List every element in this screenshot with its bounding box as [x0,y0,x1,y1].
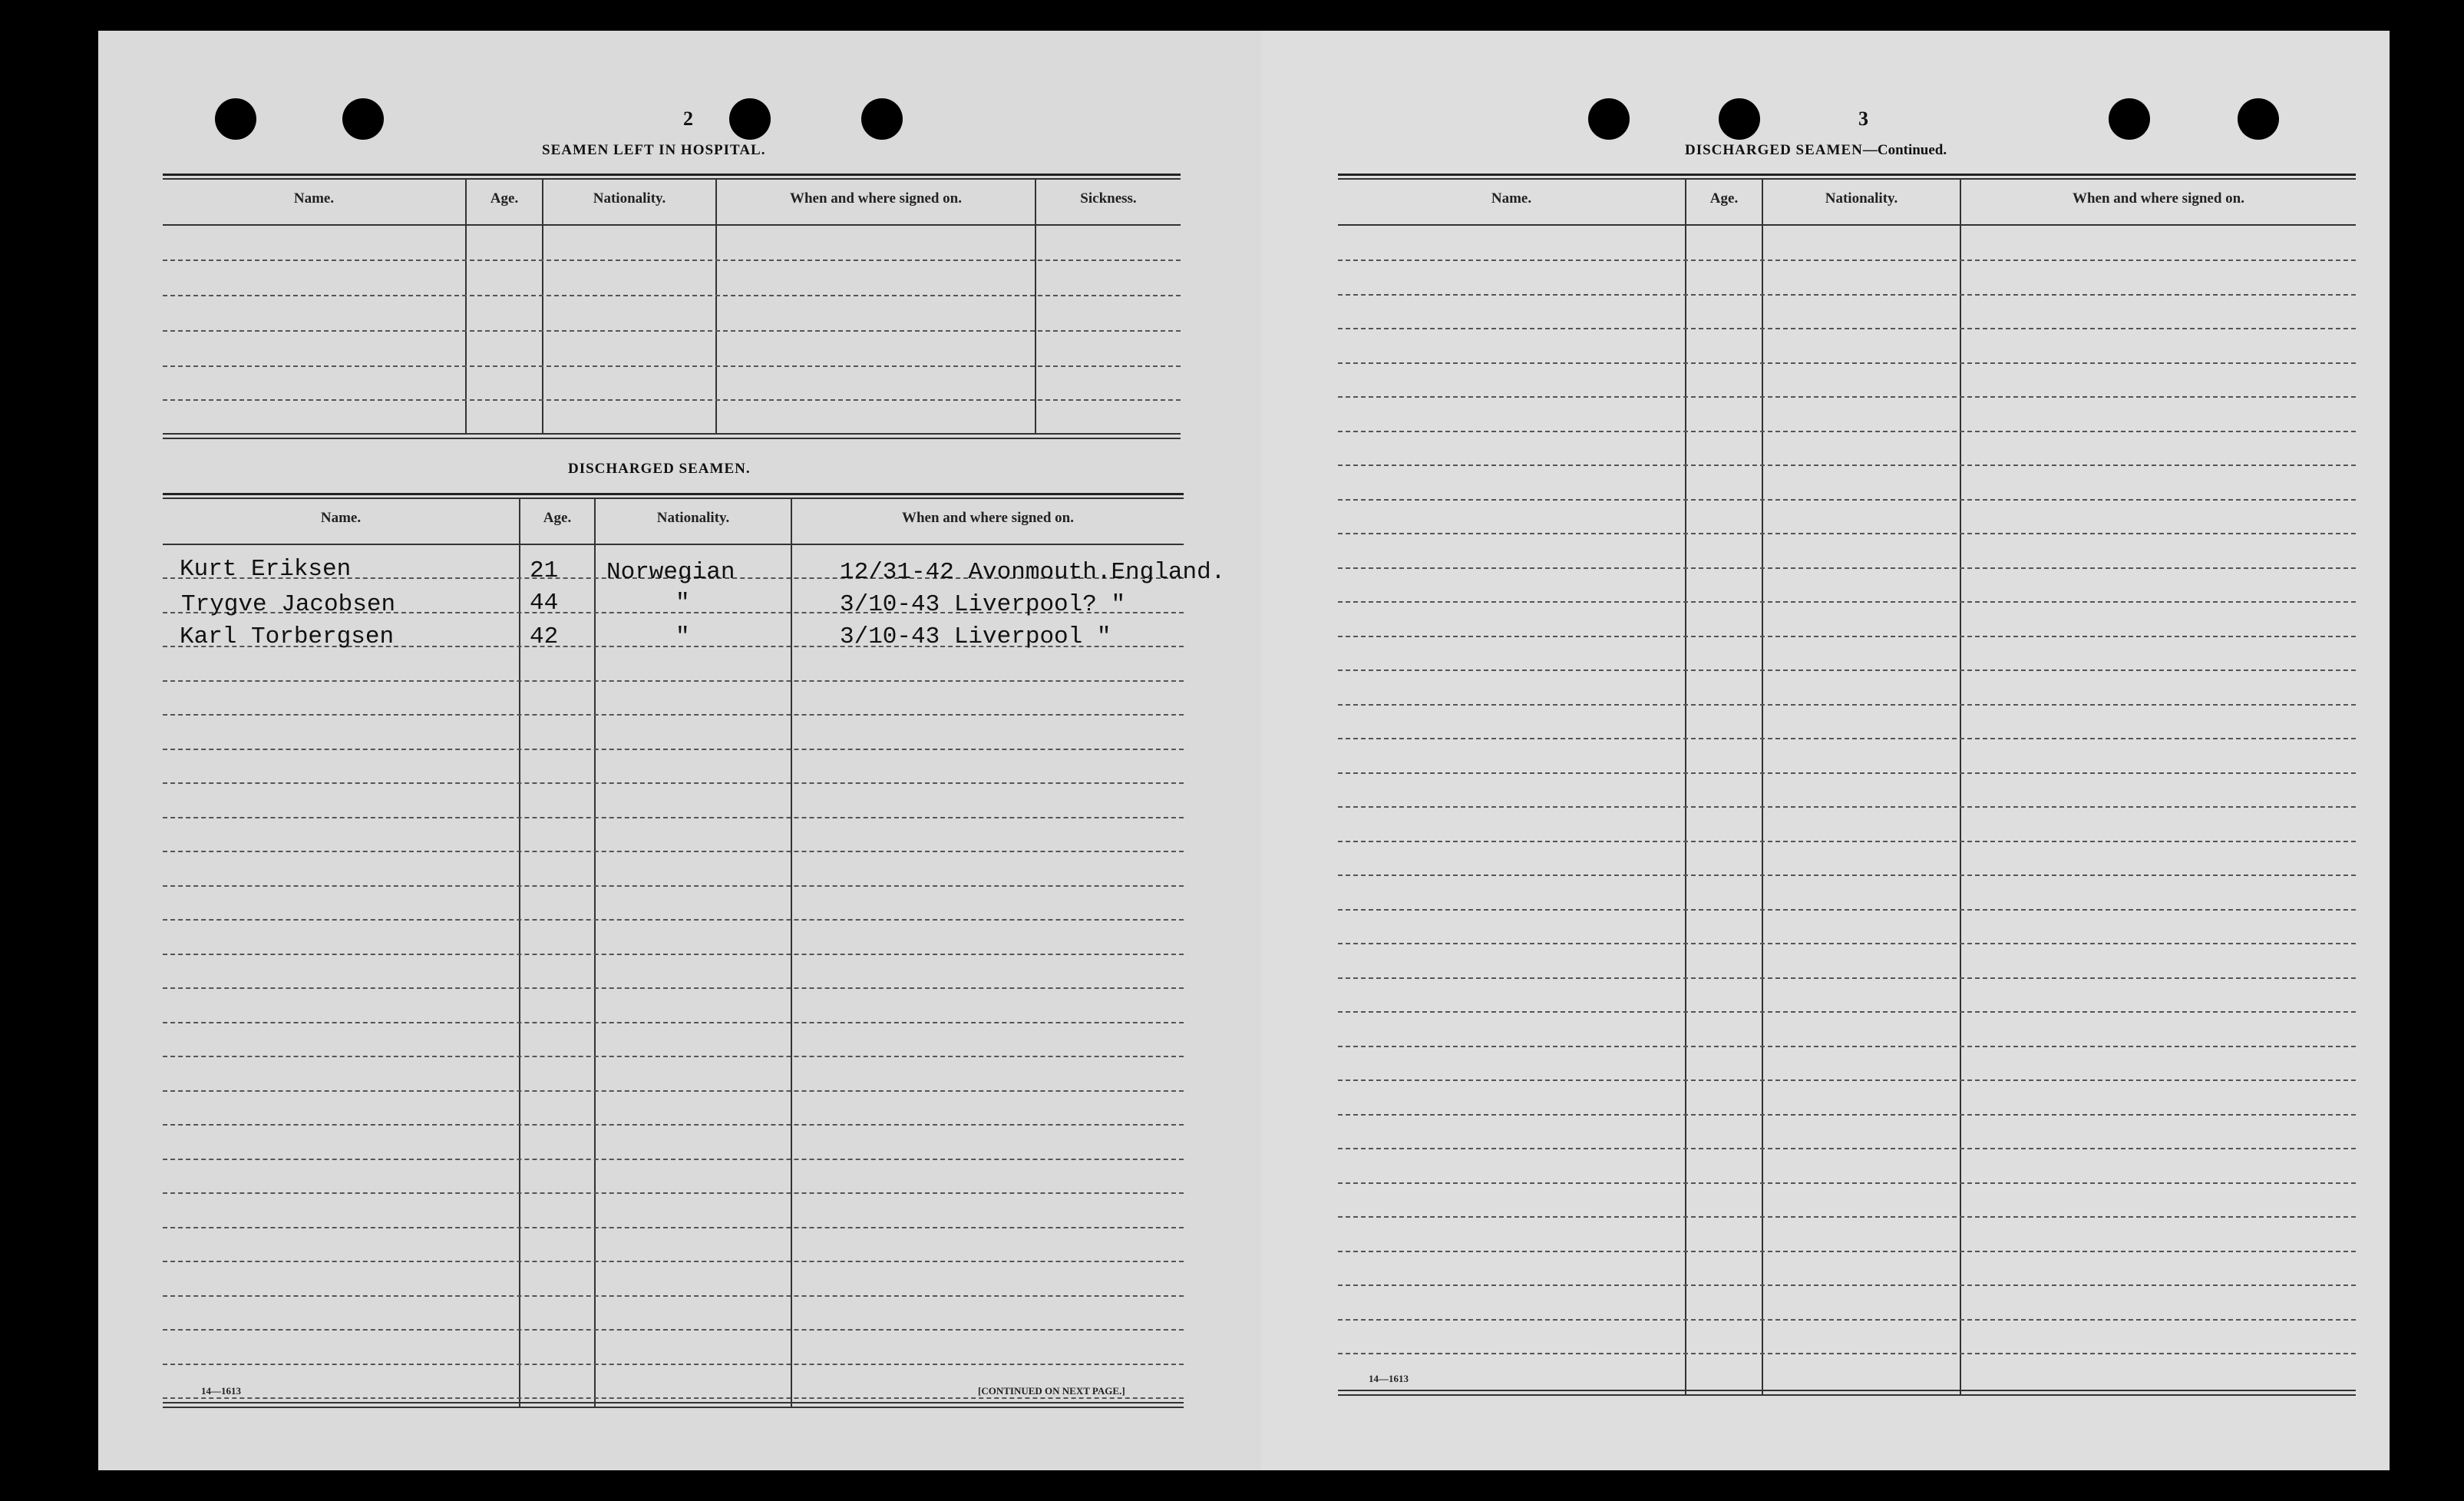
table-row [1338,704,2356,706]
table-row [163,1022,1184,1023]
table-row [1338,1079,2356,1081]
header-rule [1338,224,2356,226]
table-row [1338,294,2356,296]
table-row [163,954,1184,955]
title-main: DISCHARGED SEAMEN [1685,142,1863,158]
discharged-continued-table [1338,174,2356,1399]
table-row [1338,1148,2356,1149]
discharged-continued-title [1685,142,1947,159]
table-row [1338,909,2356,911]
seaman-nationality: " [675,623,690,650]
table-row [1338,431,2356,432]
form-code: 14—1613 [1369,1373,1409,1384]
table-top-rule [163,174,1181,176]
table-top-rule [163,493,1184,495]
table-row [163,680,1184,682]
table-row [1338,1011,2356,1013]
column-divider [715,180,717,433]
left-page [98,31,1261,1470]
hospital-section-title: SEAMEN LEFT IN HOSPITAL. [542,142,766,158]
column-divider [465,180,467,433]
seaman-name: Karl Torbergsen [180,623,395,650]
col-header-age: Age. [1709,190,1739,207]
table-row [1338,1284,2356,1286]
table-row [1338,1114,2356,1116]
table-top-rule [163,498,1184,499]
table-row [1338,465,2356,466]
seaman-name: Trygve Jacobsen [181,591,396,618]
table-row [163,987,1184,989]
table-row [1338,328,2356,329]
table-row [163,295,1181,296]
seaman-nationality: " [675,590,690,617]
table-row [163,1329,1184,1331]
table-row [1338,567,2356,569]
punch-hole [1588,98,1630,140]
right-page [1261,31,2390,1470]
seaman-nationality: Norwegian [606,559,735,586]
punch-hole [2238,98,2279,140]
seaman-signed-on: 3/10-43 Liverpool? " [840,591,1126,618]
table-row [1338,1353,2356,1354]
table-row [163,1090,1184,1092]
col-header-name: Name. [293,190,335,207]
table-row [163,749,1184,750]
table-top-rule [1338,174,2356,176]
table-row [163,1227,1184,1228]
discharged-section-title: DISCHARGED SEAMEN. [568,461,751,477]
discharged-table [163,493,1226,1411]
col-header-name: Name. [1491,190,1532,207]
table-row [1338,1046,2356,1047]
col-header-sickness: Sickness. [1080,190,1137,207]
seaman-age: 42 [530,623,559,650]
table-row [1338,772,2356,774]
table-row [1338,260,2356,261]
table-top-rule [163,178,1181,180]
table-row [163,365,1181,367]
table-row [1338,601,2356,603]
seaman-age: 44 [530,590,559,617]
punch-hole [729,98,771,140]
table-row [1338,499,2356,501]
table-row [163,330,1181,332]
table-row [163,260,1181,261]
table-row [163,1261,1184,1262]
seaman-name: Kurt Eriksen [180,556,352,583]
table-row [1338,806,2356,808]
col-header-signed-on: When and where signed on. [901,510,1074,526]
table-row [1338,636,2356,637]
table-row [1338,841,2356,842]
column-divider [542,180,543,433]
table-row [1338,362,2356,364]
col-header-signed-on: When and where signed on. [789,190,962,207]
table-row [163,782,1184,784]
table-row [1338,1182,2356,1184]
continued-note: [CONTINUED ON NEXT PAGE.] [978,1385,1125,1397]
form-code: 14—1613 [201,1385,241,1397]
header-rule [163,544,1184,545]
table-row [1338,1319,2356,1321]
table-top-rule [1338,178,2356,180]
punch-hole [2109,98,2150,140]
table-row [163,1192,1184,1194]
table-row [163,885,1184,887]
table-row [1338,1216,2356,1218]
col-header-signed-on: When and where signed on. [2072,190,2244,207]
punch-hole [215,98,256,140]
col-header-age: Age. [490,190,519,207]
seaman-signed-on: 3/10-43 Liverpool " [840,623,1111,650]
table-row [1338,738,2356,739]
seaman-age: 21 [530,557,559,584]
col-header-nationality: Nationality. [593,190,666,207]
col-header-name: Name. [320,510,362,526]
table-row [163,1397,1184,1399]
punch-hole [861,98,903,140]
table-row [163,851,1184,852]
table-row [163,1056,1184,1057]
table-row [163,399,1181,401]
table-row [1338,669,2356,671]
table-row [163,714,1184,716]
table-row [1338,396,2356,398]
table-bottom-rule [1338,1390,2356,1391]
table-bottom-rule [163,1402,1184,1403]
table-row [163,1295,1184,1297]
table-row [1338,533,2356,534]
col-header-age: Age. [543,510,572,526]
page-number: 2 [683,107,693,130]
table-row [163,1124,1184,1126]
table-row [163,817,1184,818]
header-rule [163,224,1181,226]
table-bottom-rule [163,438,1181,439]
table-bottom-rule [1338,1394,2356,1396]
column-divider [1035,180,1036,433]
table-row [1338,1251,2356,1252]
punch-hole [1719,98,1760,140]
title-suffix: —Continued. [1862,142,1947,158]
page-number: 3 [1858,107,1868,130]
hospital-table [163,174,1181,439]
seaman-signed-on: 12/31-42 Avonmouth.England. [840,559,1226,586]
table-row [163,919,1184,921]
table-row [1338,943,2356,944]
table-bottom-rule [163,1407,1184,1408]
table-row [1338,977,2356,979]
table-row [163,1159,1184,1160]
table-row [163,1364,1184,1365]
table-bottom-rule [163,433,1181,435]
col-header-nationality: Nationality. [1825,190,1898,207]
col-header-nationality: Nationality. [656,510,730,526]
table-row [1338,874,2356,876]
punch-hole [342,98,384,140]
